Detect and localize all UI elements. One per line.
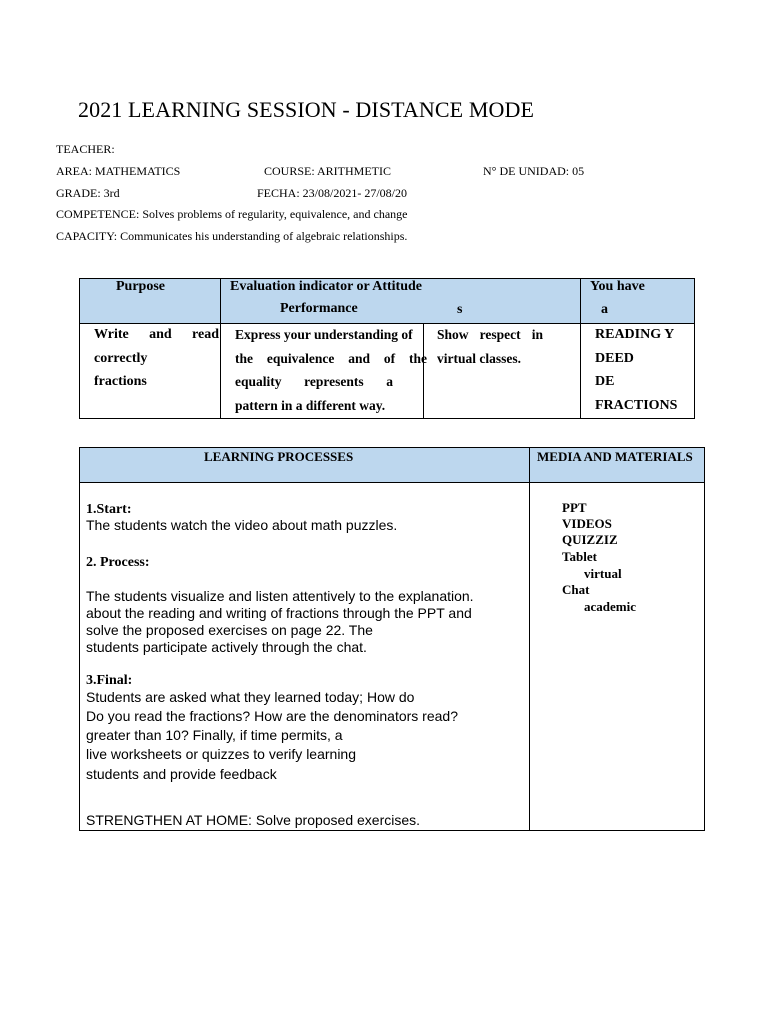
teacher-label: TEACHER: <box>56 142 115 156</box>
capacity-label: CAPACITY: Communicates his understanding of algebraic relationships. <box>56 229 408 243</box>
attitude-cell <box>437 323 543 370</box>
you-have-line: DE <box>595 374 615 389</box>
performance-line: Express your understanding of <box>235 327 413 342</box>
material-item: QUIZZIZ <box>562 532 618 547</box>
purpose-line: fractions <box>94 374 147 389</box>
header-media-materials: MEDIA AND MATERIALS <box>537 449 693 464</box>
learning-processes-table <box>79 447 705 831</box>
you-have-line: READING Y <box>595 327 675 342</box>
purpose-word: Write <box>94 327 129 342</box>
final-line: greater than 10? Finally, if time permits, a <box>86 727 343 743</box>
attitude-line: Show respect in <box>437 327 543 342</box>
attitude-line: virtual classes. <box>437 350 521 366</box>
competence-label: COMPETENCE: Solves problems of regularity, equivalence, and change <box>56 207 408 221</box>
column-divider <box>529 448 530 830</box>
material-item: academic <box>584 599 636 614</box>
process-line: students participate actively through the chat. <box>86 639 367 655</box>
material-item: Chat <box>562 582 590 597</box>
performance-line: equality represents a <box>235 374 393 389</box>
process-line: solve the proposed exercises on page 22. The <box>86 622 373 638</box>
final-line: students and provide feedback <box>86 766 277 782</box>
final-line: live worksheets or quizzes to verify learning <box>86 746 357 762</box>
performance-line: the equivalence and of the <box>235 350 427 366</box>
strengthen-at-home: STRENGTHEN AT HOME: Solve proposed exercises. <box>86 812 421 828</box>
date-label: FECHA: 23/08/2021- 27/08/20 <box>257 186 408 200</box>
purpose-line: correctly <box>94 350 148 366</box>
you-have-line: DEED <box>595 350 634 366</box>
material-item: virtual <box>584 566 622 581</box>
header-performance: Performance <box>280 301 358 316</box>
final-line: Do you read the fractions? How are the denominators read? <box>86 708 458 724</box>
process-line: about the reading and writing of fractions through the PPT and <box>86 605 472 621</box>
final-line: Students are asked what they learned today; How do <box>86 689 415 705</box>
header-you-have-suffix: a <box>601 302 608 317</box>
final-label: 3.Final: <box>86 673 133 688</box>
you-have-cell <box>595 323 677 417</box>
grade-label: GRADE: 3rd <box>56 186 120 200</box>
page-title: 2021 LEARNING SESSION - DISTANCE MODE <box>78 97 534 122</box>
material-item: PPT <box>562 500 587 515</box>
material-item: Tablet <box>562 549 597 564</box>
purpose-word: and <box>149 327 172 342</box>
area-label: AREA: MATHEMATICS <box>56 164 181 178</box>
purpose-table <box>79 278 695 419</box>
unit-label: N° DE UNIDAD: 05 <box>483 164 585 178</box>
header-learning-processes: LEARNING PROCESSES <box>204 449 354 464</box>
course-label: COURSE: ARITHMETIC <box>264 164 392 178</box>
header-purpose: Purpose <box>116 279 165 294</box>
performance-cell <box>235 323 427 417</box>
header-you-have: You have <box>590 279 645 294</box>
material-item: VIDEOS <box>562 516 612 531</box>
process-line: The students visualize and listen attentively to the explanation. <box>86 588 474 604</box>
start-text: The students watch the video about math puzzles. <box>86 517 398 533</box>
purpose-cell <box>94 323 219 394</box>
start-label: 1.Start: <box>86 502 132 517</box>
header-attitudes-suffix: s <box>457 302 463 317</box>
column-divider <box>220 279 221 418</box>
you-have-line: FRACTIONS <box>595 397 678 413</box>
purpose-word: read <box>192 327 219 342</box>
header-evaluation: Evaluation indicator or Attitude <box>230 279 423 294</box>
process-label: 2. Process: <box>86 555 150 570</box>
performance-line: pattern in a different way. <box>235 397 386 413</box>
column-divider <box>580 279 581 418</box>
